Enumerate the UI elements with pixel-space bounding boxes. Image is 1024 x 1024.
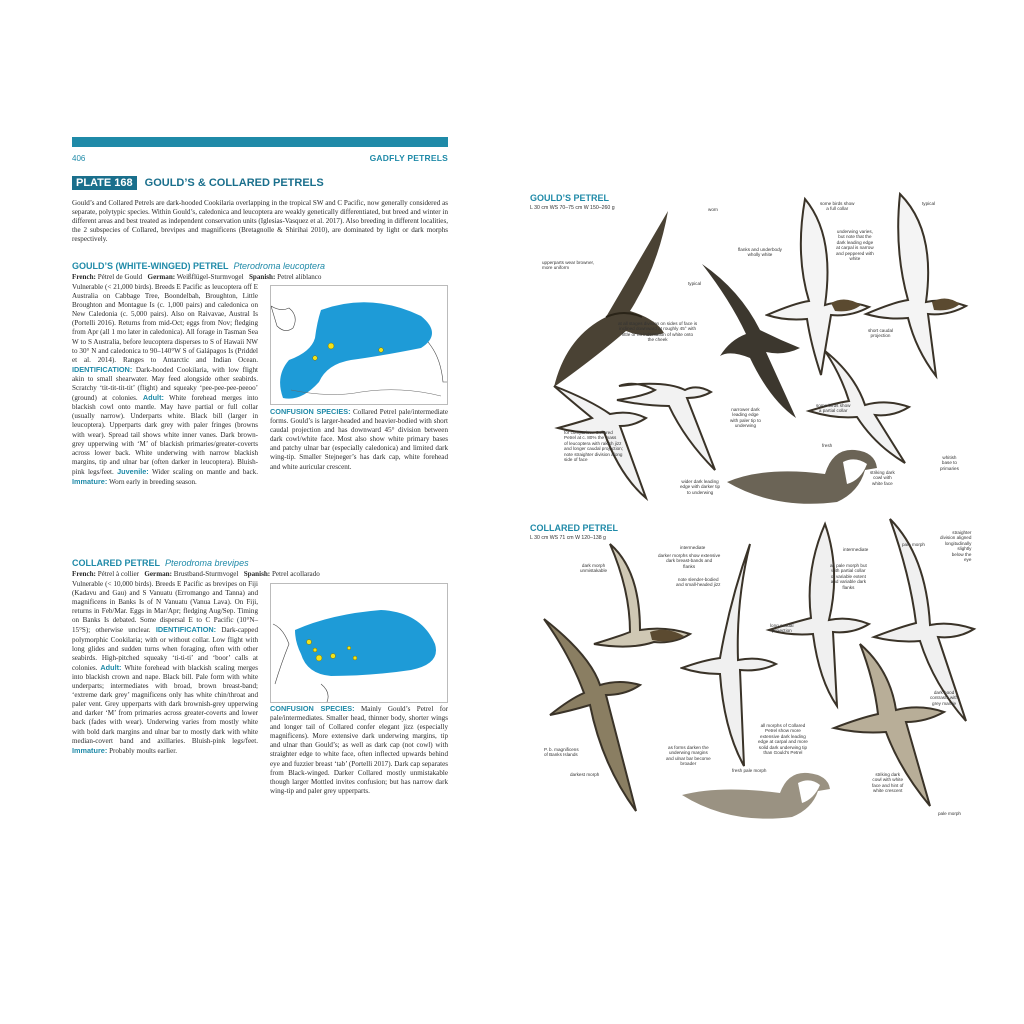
plate-label: pale morph [938, 811, 961, 816]
german-label: German: [144, 570, 172, 578]
immature-label: Immature: [72, 745, 108, 755]
plate-label: typical [688, 281, 702, 286]
plate-label: dark hood contrasts with grey mantle [930, 690, 959, 706]
plate-label: darkest morph [570, 772, 600, 777]
goulds-measurements: L 30 cm WS 70–75 cm W 150–260 g [530, 205, 615, 211]
goulds-plate-title: GOULD’S PETREL [530, 193, 610, 203]
page-number: 406 [72, 154, 86, 163]
plate-label: at all stages division on sides of face is inclined downward at roughly 45° with little or no indentation of white onto the cheek [618, 321, 698, 343]
status-text: Vulnerable (< 21,000 birds). Breeds E Pacific as leucoptera off E Australia on Cabbage Tree, Boondelbah, Broughton, Little Broughton and Montague Is (c. 1,000 pairs) and caledonica on New Caledonia (c. 5,000 pairs). Also on Raivavae, Austral Is (Portelli 2016). Returns from mid-Oct; eggs from Nov; fledging from Apr (all 1 mo later in caledonica). All forage in Tasman Sea W to S Australia, before leucoptera disperses to S of Hawaii NW to 30° N and caledonica to 90–140°W S of Galápagos Is (Priddel et al. 2014). Ranges to Antarctic and Indian Ocean. [72, 283, 258, 364]
vernacular-names-goulds [72, 273, 321, 281]
plate-label: intermediate [843, 547, 869, 552]
spanish-name: Petrel acollarado [271, 570, 320, 578]
immature-label: Immature: [72, 476, 108, 486]
plate-label: underwing varies, but note that the dark leading edge at carpal is narrow and peppered with white [836, 229, 874, 262]
plate-badge: PLATE 168 [72, 176, 137, 190]
plate-label: P. b. magnificens of Banks Islands [544, 747, 579, 758]
plate-label: some birds show a full collar [820, 201, 855, 212]
plate-label: some birds show a partial collar [816, 403, 851, 414]
confusion-text: Mainly Gould’s Petrel for pale/intermediates. Smaller head, thinner body, shorter wings and longer tail of Collared confer elegant jizz (especially magnificens). More extensive dark underwing margins, tip and ulnar than Gould’s; as well as dark cap (not cowl) with straighter edge to white face, often inflected upwards behind eye and fuzzier breast ‘tab’ (Portelli 2017). Dark cap separates from Black-winged. Darker Collared mostly unmistakable though larger Mottled invites confusion; but has narrow dark wing-tip and paler grey upperparts. [270, 705, 448, 795]
plate-label: pale morph [902, 542, 925, 547]
plate-label: intermediate [680, 545, 706, 550]
confusion-label: CONFUSION SPECIES: [270, 704, 355, 713]
german-name: Brustband-Sturmvogel [173, 570, 239, 578]
scientific-name: Pterodroma brevipes [165, 558, 249, 568]
vernacular-names-collared [72, 570, 320, 578]
plate-label: short caudal projection [868, 328, 894, 339]
range-map-goulds [270, 285, 448, 405]
plate-label: as forms darken the underwing margins and ulnar bar become broader [666, 745, 711, 767]
goulds-right-column [270, 407, 448, 472]
spanish-label: Spanish: [243, 570, 271, 578]
plate-label: fresh [822, 443, 833, 448]
adult-text: White forehead merges into blackish cowl onto mantle. May have partial or full collar (usually narrow). Underparts white. Black bill (larger in leucoptera). Upperparts dark grey with paler fringes (browns with wear). Spread tail shows white inner vanes. Dark brown-grey upperwing with ‘M’ of blackish primaries/greater-coverts across lower back. White underwing with narrow blackish margins, tip and ulnar bar (often darker in leucoptera). Bluish-pink legs/feet. [72, 394, 259, 476]
german-name: Weißflügel-Sturmvogel [176, 273, 244, 281]
right-page-plate [530, 185, 980, 835]
plate-label: dark morph unmistakable [580, 563, 608, 574]
collared-plate-title: COLLARED PETREL [530, 523, 619, 533]
french-name: Pétrel de Gould [97, 273, 143, 281]
confusion-label: CONFUSION SPECIES: [270, 407, 351, 416]
adult-label: Adult: [100, 662, 122, 672]
plate-label: straighter division aligned longitudinally slightly below the eye [940, 530, 972, 563]
goulds-left-column [72, 283, 258, 487]
plate-label: worn [708, 207, 718, 212]
plate-label: darker morphs show extensive dark breast-bands and flanks [658, 553, 721, 569]
header-bar [72, 137, 448, 147]
identification-label: IDENTIFICATION: [155, 625, 217, 635]
status-text: Vulnerable (< 10,000 birds). Breeds E Pacific as brevipes on Fiji (Kadavu and Gau) and S Vanuatu (Erromango and Tanna) and magnificens in Banks Is of N Vanuatu (Vanua Lava). On Fiji, returns in Feb/Mar. Eggs in Mar/Apr; fledging Aug/Sep. Timing on Banks Is debated. Some dispersal E to C Pacific (10°N–15°S); otherwise unclear. [72, 580, 258, 635]
adult-text: White forehead with blackish scaling merges into blackish crown and nape. Black bill. Pale form with white underparts; intermediates with broad, brown breast-band; ‘extreme dark grey’ magnificens only has white chin/throat and paler vent. Grey upperparts with dark brownish-grey upperwing and darker ‘M’ from primaries across greater-coverts and lower back (fades with wear). Underwing varies from mostly white with bold dark margins and ulnar bar to mostly dark with white median-covert band and axillaries. Bluish-pink legs/feet. [72, 663, 258, 745]
plate-label: striking dark cowl with white face and hint of white crescent [872, 772, 904, 794]
plate-label: long caudal projection [770, 623, 794, 634]
plate-label: typical [922, 201, 936, 206]
immature-text: Worn early in breeding season. [108, 477, 197, 486]
juvenile-text: Wider scaling on mantle and back. [151, 467, 258, 476]
plate-label: for comparison Collared Petrel at c. 80% the mass of leucoptera with rakish jizz and longer caudal projection; note straighter division along side of face [564, 430, 623, 463]
identification-label: IDENTIFICATION: [72, 364, 133, 374]
goulds-fresh-sitting-bird-illustration [725, 440, 885, 510]
french-label: French: [72, 570, 96, 578]
intro-paragraph: Gould’s and Collared Petrels are dark-hooded Cookilaria overlapping in the tropical SW and C Pacific, now generally considered as separate, polytypic species. Within Gould’s, caledonica and leucoptera are weakly genetically differentiated, but breed and winter in different areas and best treated as independent conservation units (Iglesias-Vasquez et al. 2017). Also breeding in different localities, the 2 subspecies of Collared, brevipes and magnificens (Bretagnolle & Shirihai 2010), are dominated by light or dark morphs respectively. [72, 199, 448, 244]
left-page [72, 137, 448, 837]
collared-right-column [270, 704, 448, 796]
range-map-collared [270, 583, 448, 703]
collared-measurements: L 30 cm WS 71 cm W 120–138 g [530, 535, 606, 541]
confusion-text: Collared Petrel pale/intermediate forms. Gould’s is larger-headed and heavier-bodied with short caudal projection and has downward 45° division between dark cowl/white face. Most also show white primary bases and patchy ulnar bar (especially caledonica) and limited dark wing-tip. Smaller Stejneger’s has dark cap, white forehead and white auricular crescent. [270, 408, 448, 471]
plate-heading [72, 176, 324, 190]
spanish-label: Spanish: [248, 273, 276, 281]
plate-label: wider dark leading edge with darker tip to underwing [680, 479, 721, 495]
plate-label: fresh pale morph [732, 768, 767, 773]
plate-label: narrower dark leading edge with paler tip to underwing [730, 407, 761, 429]
collared-left-column [72, 580, 258, 756]
spanish-name: Petrel aliblanco [277, 273, 322, 281]
french-label: French: [72, 273, 96, 281]
common-name: COLLARED PETREL [72, 558, 161, 568]
french-name: Pétrel à collier [97, 570, 140, 578]
collared-fresh-pale-sitting-bird-illustration [680, 765, 840, 825]
identification-text: Dark-hooded Cookilaria, with low flight akin to small shearwater. May feed alongside other seabirds. Scratchy ‘tit-tit-tit-tit’ (flight) and squeaky ‘pee-pee-pee-peeoo’ (ground) at colonies. [72, 365, 258, 403]
running-head: GADFLY PETRELS [369, 153, 448, 163]
adult-label: Adult: [142, 393, 164, 403]
species-heading-goulds [72, 261, 325, 271]
identification-text: Dark-capped polymorphic Cookilaria; with or without collar. Low flight with long glides and sudden turns when foraging, often with other seabirds. High-pitched squeaky ‘ti-ti-ti’ and ‘boor’ calls at colonies. [72, 626, 258, 672]
plate-title: GOULD’S & COLLARED PETRELS [144, 177, 324, 189]
scientific-name: Pterodroma leucoptera [233, 261, 326, 271]
juvenile-label: Juvenile: [117, 466, 149, 476]
immature-text: Probably moults earlier. [109, 746, 178, 755]
plate-label: whitish base to primaries [940, 455, 959, 471]
collared-darkest-morph-bird-illustration [540, 615, 660, 815]
german-label: German: [147, 273, 176, 281]
common-name: GOULD’S (WHITE-WINGED) PETREL [72, 261, 229, 271]
plate-label: all morphs of Collared Petrel show more extensive dark leading edge at carpal and more solid dark underwing tip than Gould’s Petrel [758, 723, 808, 756]
plate-label: striking dark cowl with white face [870, 470, 895, 486]
plate-label: as pale morph but with partial collar of variable extent and variable dark flanks [830, 563, 867, 590]
plate-label: flanks and underbody wholly white [738, 247, 782, 258]
plate-label: upperparts wear browner, more uniform [542, 260, 595, 271]
plate-label: note slender-bodied and small-headed jizz [676, 577, 721, 588]
species-heading-collared [72, 558, 249, 568]
